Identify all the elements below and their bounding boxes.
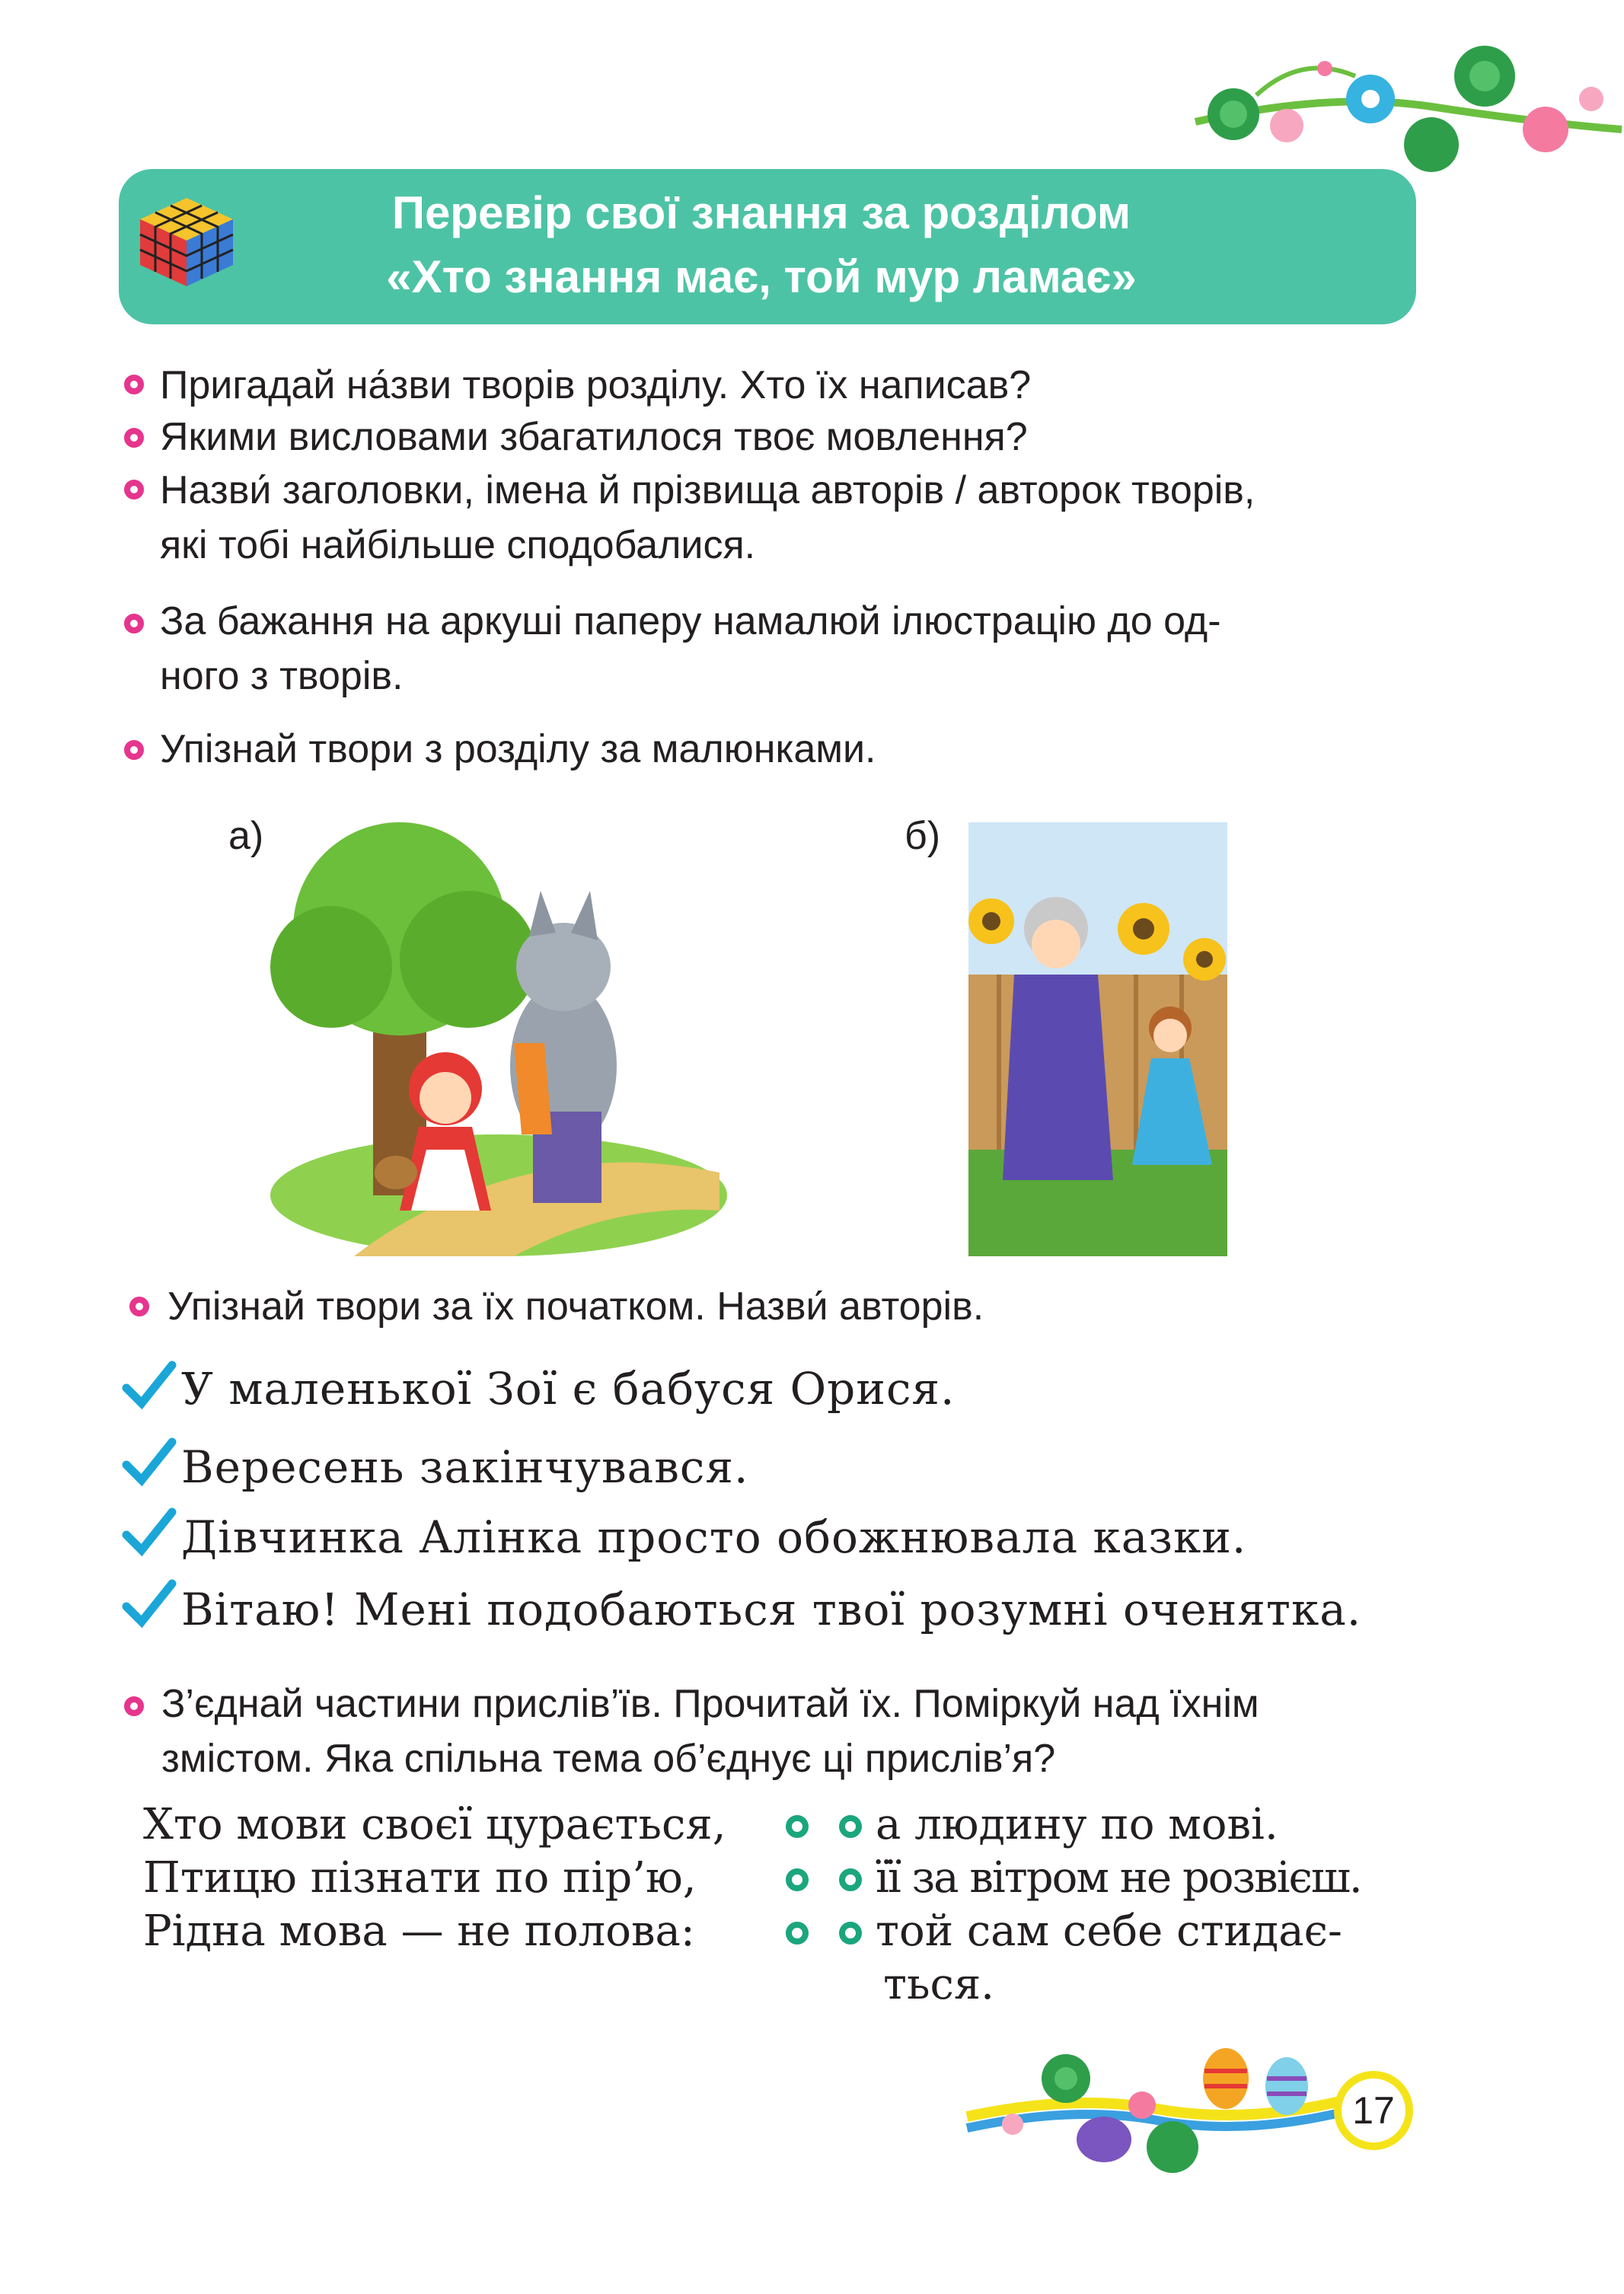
picture-label-b: б) (905, 814, 941, 858)
section-title-line1: Перевір свої знання за розділом (391, 187, 1131, 238)
question-match-proverbs-line2: змістом. Яка спільна тема об’єднує ці прислів’я? (161, 1737, 1056, 1781)
section-title (228, 181, 1294, 309)
checkmark-icon (122, 1359, 177, 1414)
bullet-icon (129, 1297, 149, 1316)
question-recall-titles: Пригадай на́зви творів розділу. Хто їх написав? (160, 363, 1032, 407)
bullet-icon (124, 480, 144, 499)
bullet-icon (124, 375, 144, 394)
illustration-red-riding-hood (263, 815, 735, 1264)
section-title-line2: «Хто знання має, той мур ламає» (386, 251, 1137, 302)
beginning-line-2: Вересень закінчувався. (181, 1441, 749, 1493)
proverb-start-3: Рідна мова — не полова: (143, 1906, 695, 1956)
proverb-end-3-continued: ться. (883, 1960, 994, 2009)
match-dot-left-2[interactable] (786, 1868, 809, 1891)
illustration-grandmother-girl (968, 822, 1227, 1256)
picture-label-a: а) (228, 814, 264, 858)
checkmark-icon (122, 1506, 177, 1561)
proverb-end-1: а людину по мові. (876, 1800, 1278, 1849)
page-number: 17 (1334, 2071, 1413, 2150)
proverb-start-2: Птицю пізнати по пір’ю, (143, 1853, 697, 1903)
rubiks-cube-icon (134, 192, 239, 291)
question-match-proverbs (161, 1677, 1433, 1786)
question-name-authors-line2: які тобі найбільше сподобалися. (160, 523, 756, 567)
match-dot-right-3[interactable] (839, 1922, 862, 1945)
bullet-icon (124, 740, 144, 760)
question-name-authors-line1: Назви́ заголовки, імена й прізвища авторів / авторок творів, (160, 468, 1255, 512)
checkmark-icon (122, 1578, 177, 1632)
match-dot-right-1[interactable] (839, 1815, 862, 1838)
proverb-start-1: Хто мови своєї цурається, (143, 1800, 726, 1849)
question-name-authors (160, 463, 1431, 573)
beginning-line-4: Вітаю! Мені подобаються твої розумні оченятка. (181, 1584, 1362, 1635)
checkmark-icon (122, 1436, 177, 1491)
proverb-end-3: той сам себе стидає- (876, 1906, 1342, 1956)
easter-eggs-decoration-bottom (959, 2033, 1340, 2178)
question-draw-illustration (160, 594, 1431, 704)
bullet-icon (124, 614, 144, 633)
question-match-proverbs-line1: З’єднай частини прислів’їв. Прочитай їх. Поміркуй над їхнім (161, 1682, 1259, 1726)
bullet-icon (124, 1696, 144, 1716)
proverb-end-2: її за вітром не розвієш. (876, 1853, 1361, 1903)
question-recognize-beginnings: Упізнай твори за їх початком. Назви́ авторів. (168, 1284, 984, 1329)
bullet-icon (124, 428, 144, 448)
match-dot-left-1[interactable] (786, 1815, 809, 1838)
beginning-line-3: Дівчинка Алінка просто обожнювала казки. (181, 1511, 1247, 1563)
question-recognize-pictures: Упізнай твори з розділу за малюнками. (160, 727, 876, 771)
question-draw-illustration-line2: ного з творів. (160, 654, 404, 698)
floral-decoration-top (1180, 23, 1624, 175)
beginning-line-1: У маленької Зої є бабуся Орися. (181, 1363, 956, 1415)
question-draw-illustration-line1: За бажання на аркуші паперу намалюй ілюстрацію до од- (160, 599, 1221, 643)
question-expressions: Якими висловами збагатилося твоє мовлення? (160, 415, 1028, 459)
match-dot-right-2[interactable] (839, 1868, 862, 1891)
match-dot-left-3[interactable] (786, 1922, 809, 1945)
